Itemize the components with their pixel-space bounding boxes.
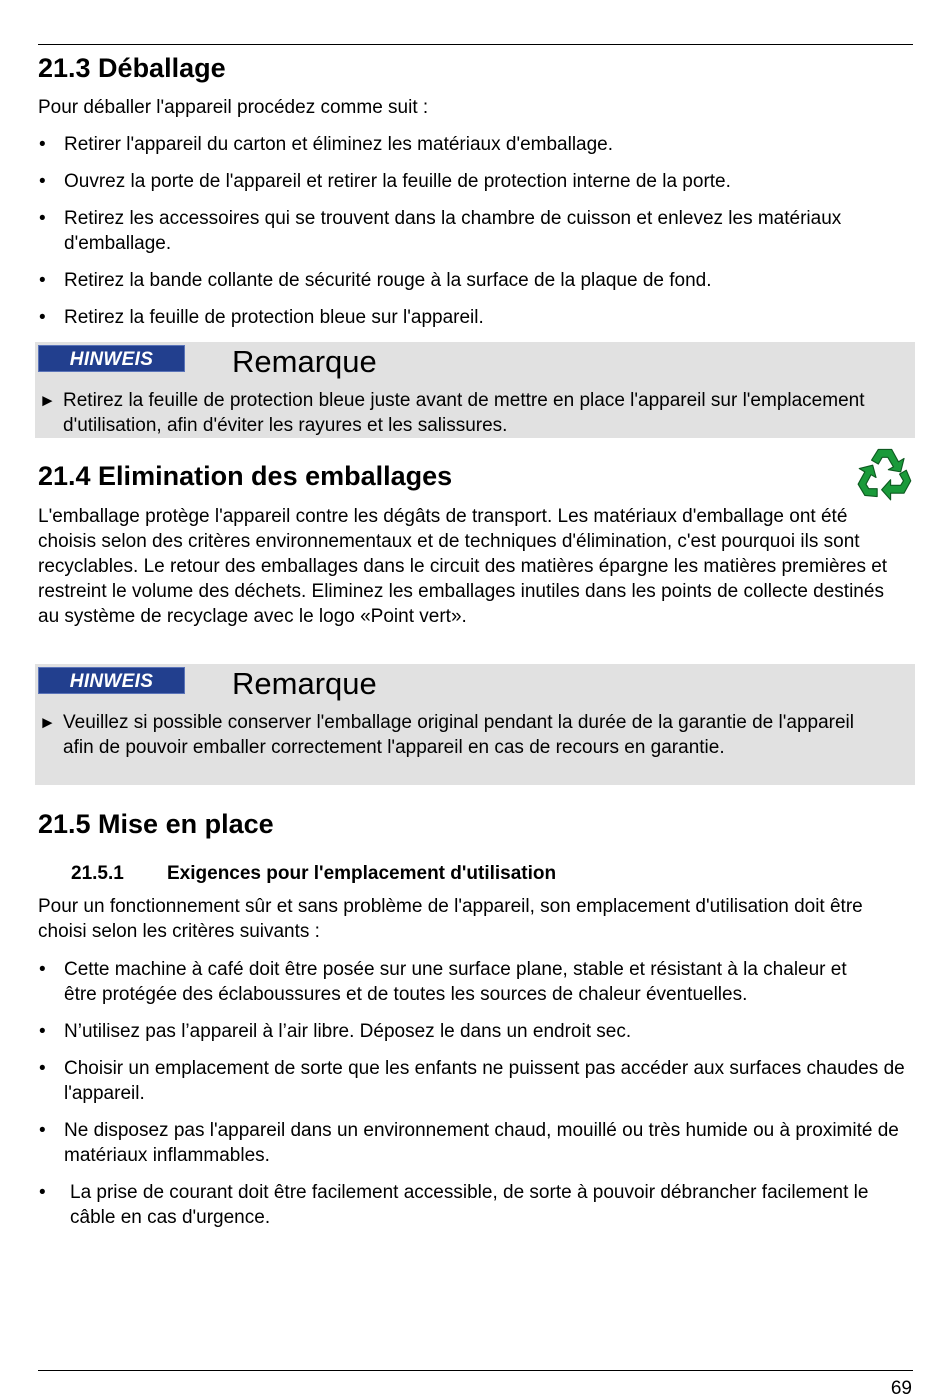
hinweis-badge: HINWEIS	[38, 667, 185, 694]
note-box-protection-film	[35, 342, 915, 438]
section-21-5-1-intro: Pour un fonctionnement sûr et sans problème de l'appareil, son emplacement d'utilisation doit être choisi selon les critères suivants :	[38, 896, 863, 942]
note-body	[39, 710, 889, 760]
note-text: Retirez la feuille de protection bleue juste avant de mettre en place l'appareil sur l'emplacement d'utilisation, afin d'éviter les rayures et les salissures.	[63, 390, 865, 436]
note-box-keep-packaging	[35, 664, 915, 785]
list-item: • N’utilisez pas l’appareil à l’air libre. Déposez le dans un endroit sec.	[38, 1019, 913, 1044]
subsection-title: Exigences pour l'emplacement d'utilisation	[167, 863, 557, 884]
subsection-heading-21-5-1	[71, 863, 556, 885]
arrow-right-icon: ►	[39, 713, 56, 732]
list-item: • Cette machine à café doit être posée sur une surface plane, stable et résistant à la chaleur et être protégée des éclaboussures et de toutes les sources de chaleur éventuelles.	[38, 957, 913, 1007]
list-item: • Choisir un emplacement de sorte que les enfants ne puissent pas accéder aux surfaces chaudes de l'appareil.	[38, 1056, 913, 1106]
list-item: • Ouvrez la porte de l'appareil et retirer la feuille de protection interne de la porte.	[38, 169, 913, 194]
section-heading-21-5: 21.5 Mise en place	[38, 809, 274, 839]
list-item: • La prise de courant doit être facilement accessible, de sorte à pouvoir débrancher facilement le câble en cas d'urgence.	[38, 1180, 913, 1230]
note-title: Remarque	[232, 666, 377, 701]
page-number: 69	[890, 1378, 912, 1399]
hinweis-badge: HINWEIS	[38, 345, 185, 372]
subsection-number: 21.5.1	[71, 863, 124, 884]
note-title: Remarque	[232, 344, 377, 379]
unpacking-steps-list	[38, 132, 913, 342]
recycle-icon	[856, 445, 914, 501]
location-requirements-list	[38, 957, 913, 1242]
section-heading-21-3: 21.3 Déballage	[38, 53, 226, 83]
list-item: • Retirez la bande collante de sécurité rouge à la surface de la plaque de fond.	[38, 268, 913, 293]
top-rule	[38, 44, 913, 45]
section-21-3-intro: Pour déballer l'appareil procédez comme suit :	[38, 97, 429, 118]
arrow-right-icon: ►	[39, 391, 56, 410]
section-21-4-paragraph: L'emballage protège l'appareil contre les dégâts de transport. Les matériaux d'emballage ont été choisis selon des critères environnementaux et de techniques d'élimination, c'est pourquoi ils sont recyclables. Le retour des emballages dans le circuit des matières épargne les matières premières et restreint le volume des déchets. Eliminez les emballages inutiles dans les points de collecte destinés au système de recyclage avec le logo «Point vert».	[38, 506, 888, 627]
note-text: Veuillez si possible conserver l'emballage original pendant la durée de la garantie de l'appareil afin de pouvoir emballer correctement l'appareil en cas de recours en garantie.	[63, 712, 854, 758]
section-heading-21-4: 21.4 Elimination des emballages	[38, 461, 453, 491]
list-item: • Retirez les accessoires qui se trouvent dans la chambre de cuisson et enlevez les matériaux d'emballage.	[38, 206, 913, 256]
list-item: • Retirez la feuille de protection bleue sur l'appareil.	[38, 305, 913, 330]
list-item: • Ne disposez pas l'appareil dans un environnement chaud, mouillé ou très humide ou à proximité de matériaux inflammables.	[38, 1118, 913, 1168]
list-item: • Retirer l'appareil du carton et éliminez les matériaux d'emballage.	[38, 132, 913, 157]
bottom-rule	[38, 1370, 913, 1371]
note-body	[39, 388, 899, 438]
